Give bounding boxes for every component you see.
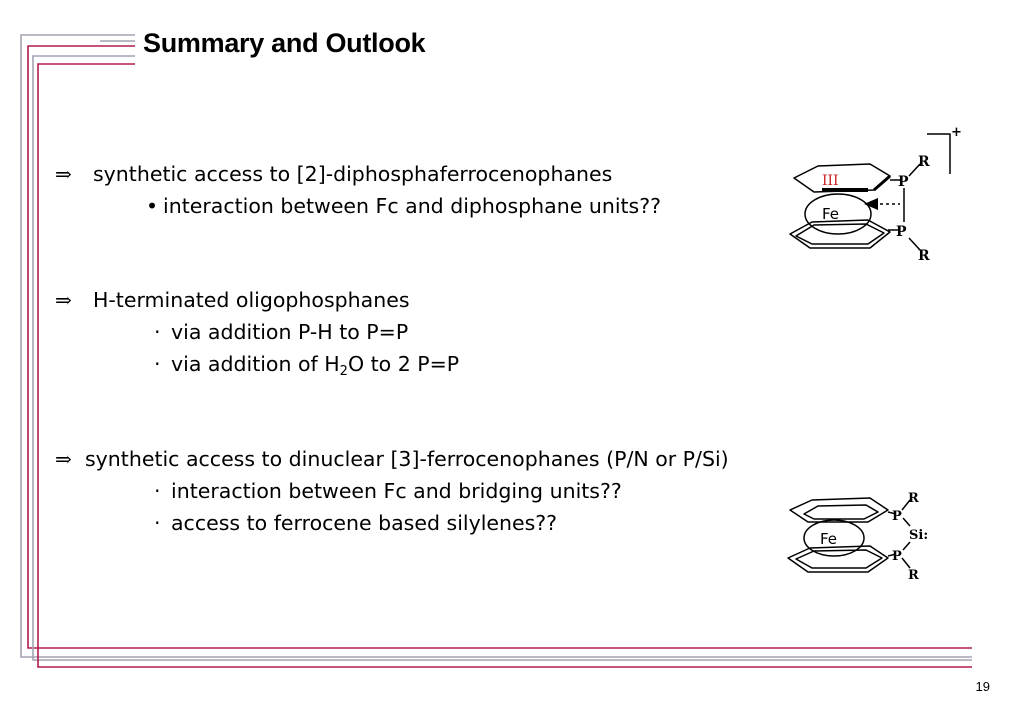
silicon-label: Si: [909, 528, 929, 543]
substituent-bottom: R [908, 568, 919, 582]
section1-bullet-line [146, 194, 661, 218]
implies-arrow-icon: ⇒ [55, 447, 72, 471]
section3-heading-line [55, 447, 729, 471]
iron-label: Fe [820, 530, 838, 548]
section1-heading-line [55, 162, 612, 186]
substituent-top: R [908, 491, 919, 506]
section2-bullet2-post: O to 2 P=P [347, 352, 460, 376]
section2-heading-line [55, 288, 410, 312]
section2-bullet2-line [154, 352, 460, 379]
bullet-icon: · [154, 479, 161, 503]
section2-bullet2-pre: via addition of H [171, 352, 340, 376]
phosphorus-top: P [898, 174, 909, 190]
silylene-ferrocenophane-structure [782, 486, 942, 582]
bullet-icon: · [154, 511, 161, 535]
section2-bullet1-line [154, 320, 408, 344]
section3-bullet1: interaction between Fc and bridging units?? [171, 479, 622, 503]
slide-title: Summary and Outlook [143, 28, 426, 58]
substituent-top: R [918, 154, 930, 170]
substituent-bottom: R [918, 248, 930, 264]
implies-arrow-icon: ⇒ [55, 162, 72, 186]
section1-bullet1: interaction between Fc and diphosphane units?? [163, 194, 661, 218]
charge-label: + [951, 125, 962, 140]
section2-heading: H-terminated oligophosphanes [93, 288, 410, 312]
diphosphaferrocenophane-structure [782, 122, 972, 264]
section3-bullet1-line [154, 479, 622, 503]
section2-bullet1: via addition P-H to P=P [171, 320, 409, 344]
bullet-icon: · [154, 320, 161, 344]
section3-bullet2-line [154, 511, 557, 535]
phosphorus-bottom: P [896, 224, 907, 240]
oxidation-state: III [822, 173, 839, 189]
page-number: 19 [975, 679, 990, 694]
section3-heading: synthetic access to dinuclear [3]-ferrocenophanes (P/N or P/Si) [85, 447, 729, 471]
section1-heading: synthetic access to [2]-diphosphaferrocenophanes [93, 162, 613, 186]
iron-label: Fe [822, 205, 840, 223]
subscript-2: 2 [339, 364, 348, 379]
bullet-icon: · [154, 352, 161, 376]
phosphorus-bottom: P [892, 549, 902, 564]
section3-bullet2: access to ferrocene based silylenes?? [171, 511, 558, 535]
bullet-icon: • [146, 194, 159, 218]
phosphorus-top: P [892, 509, 902, 524]
implies-arrow-icon: ⇒ [55, 288, 72, 312]
